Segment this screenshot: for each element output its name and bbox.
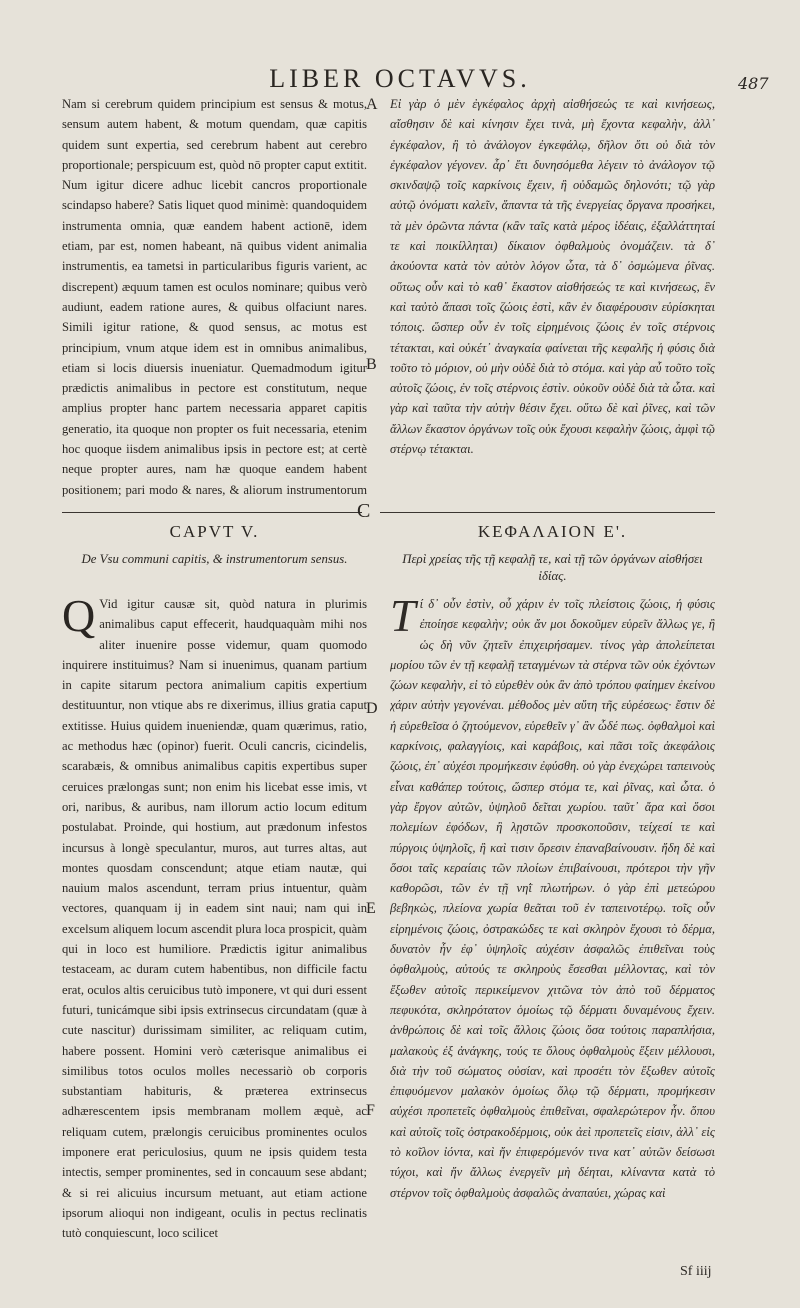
margin-letter-e: E	[366, 900, 376, 917]
latin-column-bottom	[62, 594, 367, 1274]
running-title: LIBER OCTAVVS.	[269, 64, 531, 93]
chapter-subtitle-latin: De Vsu communi capitis, & instrumentorum sensus.	[81, 552, 348, 566]
margin-letter-f: F	[366, 1102, 375, 1119]
latin-paragraph: Nam si cerebrum quidem principium est sensus & motus, sensum autem habent, & motum quendam, quæ capitis quidem sunt expertia, sed cerebrum habent aut cerebro proportionale; perspicuum est, quòd nō propter caput extitit. Num igitur dicere adhuc licebit cancros proportionale scindapso habere? Satis liquet quod minimè: quandoquidem instrumenta omnia, quæ eandem habent actionē, idem etiam, par est, nomen habeant, nā quibus vident animalia instrumentis, ea tametsi in particularibus figuris varient, ac discrepent) æquum tamen est oculos nominare; quibus verò audiunt, eadem ratione aures, & quibus olfaciunt nares. Simili igitur ratione, & quod sensus, ac motus est principium, vnum atque idem est in omnibus animalibus, etiam si locis diuersis inueniatur. Quemadmodum igitur prædictis animalibus in pectore est constitutum, neque amplius propter hanc partem necessaria apparet capitis generatio, ita quoque non propter os fuit necessaria, etenim hoc quoque iisdem animalibus ipsis in pectore est; at certè neque propter aures, nam hæ quoque eandem habent positionem; pari modo & nares, & aliorum instrumentorum	[62, 97, 367, 497]
signature-mark: Sf iiij	[680, 1264, 712, 1279]
dropcap-latin: Q	[62, 594, 96, 641]
divider-right	[380, 512, 715, 513]
margin-letter-a: A	[366, 96, 378, 113]
chapter-heading-latin: CAPVT V.	[169, 522, 260, 541]
divider-left	[62, 512, 362, 513]
margin-letter-d: D	[366, 700, 378, 717]
greek-column-top	[390, 94, 715, 494]
margin-letter-c: C	[357, 500, 371, 522]
dropcap-greek: Τ	[390, 594, 416, 641]
latin-paragraph: Vid igitur causæ sit, quòd natura in plurimis animalibus caput effecerit, haudquaquàm mihi nos aliter inuenire posse videmur, quam quomodo inquirere instituimus? Nam si inuenimus, quanam partium in capite sitarum pectora animalium capitis expertium destituuntur, non vtique abs re dixerimus, illius gratia caput extitisse. Huius quidem inueniendæ, quam quærimus, ratio, ac methodus hæc (opinor) fuerit. Oculi cancris, cicindelis, scarabæis, & omnibus animalibus capitis expertibus super ceruices prælongas sunt; non enim his licebat esse imis, vt ori, naribus, & auribus, nam illorum actio locum editum postulabat. Proinde, qui hostium, aut prædonum infestos incursus à longè speculantur, muros, aut turres altas, aut montes quosdam conscendunt; atque etiam nautæ, qui nauium malos ascendunt, terram prius intuentur, quàm vectores, quanquam ij in eadem sint naui; nam qui in excelsum aliquem locum ascendit plura loca prospicit, quàm qui in loco est humiliore. Prædictis igitur animalibus testaceam, ac duram cutem habentibus, non difficile factu erat, oculos altis ceruicibus tutò imponere, vt qui duri essent futuri, tunicámque sibi ipsis extrinsecus circundatam (quæ à cute nascitur) durissimam similiter, ac reliquam cutim, habere possent. Homini verò cæterisque animalibus ei similibus totos oculos molles necessariò ob corporis substantiam habituris, & præterea extrinsecus adhærescentem ipsis membranam mollem æquè, ac reliquam cutem, prælongis ceruicibus prominentes oculos imponere erat periculosius, quum ne ipsis quidem testa intectis, semper prominentes, sed in concauum sese abdant; & si rei alicuius incursum metuant, aut etiam actione ipsorum alioqui non indigeant, oculis in pectus reclinatis tutò conquiescunt, loco scilicet	[62, 597, 367, 1241]
greek-paragraph: Εἰ γὰρ ὁ μὲν ἐγκέφαλος ἀρχὴ αἰσθήσεώς τε καὶ κινήσεως, αἴσθησιν δὲ καὶ κίνησιν ἔχει τινὰ, μὴ ἔχοντα κεφαλὴν, ἀλλ᾽ ἐγκέφαλον, ἢ τὸ ἀνάλογον ἐγκεφάλῳ, δῆλον ὅτι οὐ διὰ τὸν ἐγκέφαλον γέγονεν. ἆρ᾽ ἔτι δυνησόμεθα λέγειν τὸ ἀνάλογον τῷ σκινδαψῷ τοῖς καρκίνοις ἔχειν, ἢ οὐδαμῶς δηλονότι; τῷ γὰρ αὐτῷ ὀνόματι καλεῖν, ἅπαντα τὰ τῆς ἐνεργείας ὄργανα προσήκει, τὰ μὲν ὁρῶντα πάντα (κἂν ταῖς κατὰ μέρος ἰδέαις, ἐξαλλάττηταί τε καὶ ποικίλληται) δίκαιον ὀφθαλμοὺς ὀνομάζειν. τὰ δ᾽ ἀκούοντα κατὰ τὸν αὐτὸν λόγον ὦτα, τὰ δ᾽ ὀσμώμενα ῥῖνας. οὕτως οὖν καὶ τὸ καθ᾽ ἕκαστον αἰσθήσεώς τε καὶ κινήσεως, ἓν καὶ ταὐτὸ ἅπασι τοῖς ζώοις ἐστὶ, κἂν ἐν διαφέρουσιν εὑρίσκηται τόποις. ὥσπερ οὖν ἐν τοῖς εἰρημένοις ζώοις ἐν τοῖς στέρνοις τέτακται, καὶ οὐκέτ᾽ ἀναγκαία φαίνεται τῆς κεφαλῆς ἡ φύσις διὰ τοῦτο τὸ μόριον, οὐ μὴν οὐδὲ διὰ τὸ στόμα. καὶ γὰρ αὖ τοῦτο τοῖς αὐτοῖς ζώοις, ἐν τοῖς στέρνοις ἐστὶν. οὐκοῦν οὐδὲ διὰ τὰ ὦτα. καὶ γὰρ καὶ ταῦτα τὴν αὐτὴν θέσιν ἔχει. οὕτω δὲ καὶ ῥῖνες, καὶ τῶν ἄλλων ἕκαστον ὀργάνων τοῖς οὐκ ἔχουσι κεφαλὴν ζώοις, ἀμφὶ τῷ στέρνῳ τέτακται.	[390, 97, 715, 457]
chapter-subtitle-greek: Περὶ χρείας τῆς τῇ κεφαλῇ τε, καὶ τῇ τῶν ὀργάνων αἰσθήσει ἰδίας.	[402, 552, 703, 583]
chapter-heading-greek: ΚΕΦΑΛΑΙΟΝ Ε'.	[477, 522, 628, 541]
greek-column-bottom	[390, 594, 715, 1262]
margin-letter-b: B	[366, 356, 377, 373]
latin-column-top	[62, 94, 367, 502]
greek-paragraph: ί δ᾽ οὖν ἐστὶν, οὗ χάριν ἐν τοῖς πλείστοις ζώοις, ἡ φύσις ἐποίησε κεφαλὴν; οὐκ ἄν μοι δοκοῦμεν εὑρεῖν ἄλλως γε, ἢ ὡς δὴ νῦν ζητεῖν ἐπιχειρήσαμεν. τίνος γὰρ ἀπολείπεται μορίου τῶν ἐν τῇ κεφαλῇ τεταγμένων τὰ στέρνα τῶν οὐκ ἐχόντων ζώων κεφαλὴν, εἰ τὸ εὑρεθὲν οὐκ ἂν ἀπὸ τρόπου φαίημεν ἐκείνου χάριν αὐτὴν γεγονέναι. μέθοδος μὲν αὕτη τῆς εὑρέσεως· ἔστιν δὲ ἡ εὑρεθεῖσα ὁ ζητούμενον, εὑρεθεῖν γ᾽ ἂν ὧδέ πως. ὀφθαλμοὶ καὶ καρκίνοις, φαλαγγίοις, καὶ καράβοις, καὶ πᾶσι τοῖς ἀκεφάλοις ζώοις, ἐπ᾽ αὐχέσι προμήκεσιν ἐφύσθη. οὐ γὰρ ἐνεχώρει ταπεινοὺς εἶναι καθάπερ τούτοις, ὥσπερ στόμα τε, καὶ ῥῖνας, καὶ ὦτα. ὁ γὰρ ἔργον αὐτῶν, ὑψηλοῦ δεῖται χωρίου. ταῦτ᾽ ἄρα καὶ ὅσοι πολεμίων ἐφόδων, ἢ λῃστῶν προσκοποῦσιν, τείχεσί τε καὶ πύργοις ὑψηλοῖς, ἢ καὶ τισιν ὄρεσιν ἐπαναβαίνουσιν. ἤδη δὲ καὶ ὅσοι ταῖς κεραίαις τῶν πλοίων ἐπιβαίνουσι, πρότεροι τὴν γῆν καθορῶσι, τῶν ἐν τῇ νηῒ πλωτήρων. ὁ γὰρ ἐπὶ μετεώρου βεβηκὼς, πλείονα χωρία θεᾶται τοῦ ἐν ταπεινοτέρῳ. τοῖς οὖν εἰρημένοις ζώοις, ὀστρακώδες τε καὶ σκληρὸν ἔχουσι τὸ δέρμα, δυνατὸν ἦν ἐφ᾽ ὑψηλοῖς αὐχέσιν ἀσφαλῶς ἐπιθεῖναι τοὺς ὀφθαλμοὺς, αὐτούς τε σκληροὺς ἔσεσθαι μέλλοντας, καὶ τὸν ἔξωθεν αὐτοῖς περικείμενον χιτῶνα τὸν ἀπὸ τοῦ δέρματος πεφυκότα, σκληρότατον ὁμοίως τῷ δέρματι δυναμένους ἔχειν. ἀνθρώποις δὲ καὶ τοῖς ἄλλοις ζώοις ὅσα τούτοις παραπλήσια, μαλακοὺς ἐξ ἀνάγκης, τούς τε ὅλους ὀφθαλμοὺς ἕξειν μέλλουσι, διὰ τὴν τοῦ σώματος οὐσίαν, καὶ προσέτι τὸν ἔξωθεν αὐτοῖς ἐπιφυόμενον μαλακὸν ὁμοίως ὅλῳ τῷ δέρματι, προμήκεσιν αὐχέσι προπετεῖς ὀφθαλμοὺς ἐπιθεῖναι, σφαλερώτερον ἦν. ὅπου καὶ αὐτοῖς τοῖς ὀστρακοδέρμοις, οὐκ ἀεὶ προπετεῖς εἰσιν, ἀλλ᾽ εἰς τὸ κοῖλον ἰόντα, καὶ ἤν ἐπιφερόμενόν τινα κατ᾽ αὐτῶν δείσωσι τύχοι, καὶ ἤν ἄλλως ἐνεργεῖν μὴ δέηται, κλίναντα κατὰ τὸ στέρνον τοῖς ὀφθαλμοὺς ἀσφαλῶς ἀναπαύει, χώρας καὶ	[390, 597, 715, 1200]
page-number: 487	[738, 74, 769, 93]
